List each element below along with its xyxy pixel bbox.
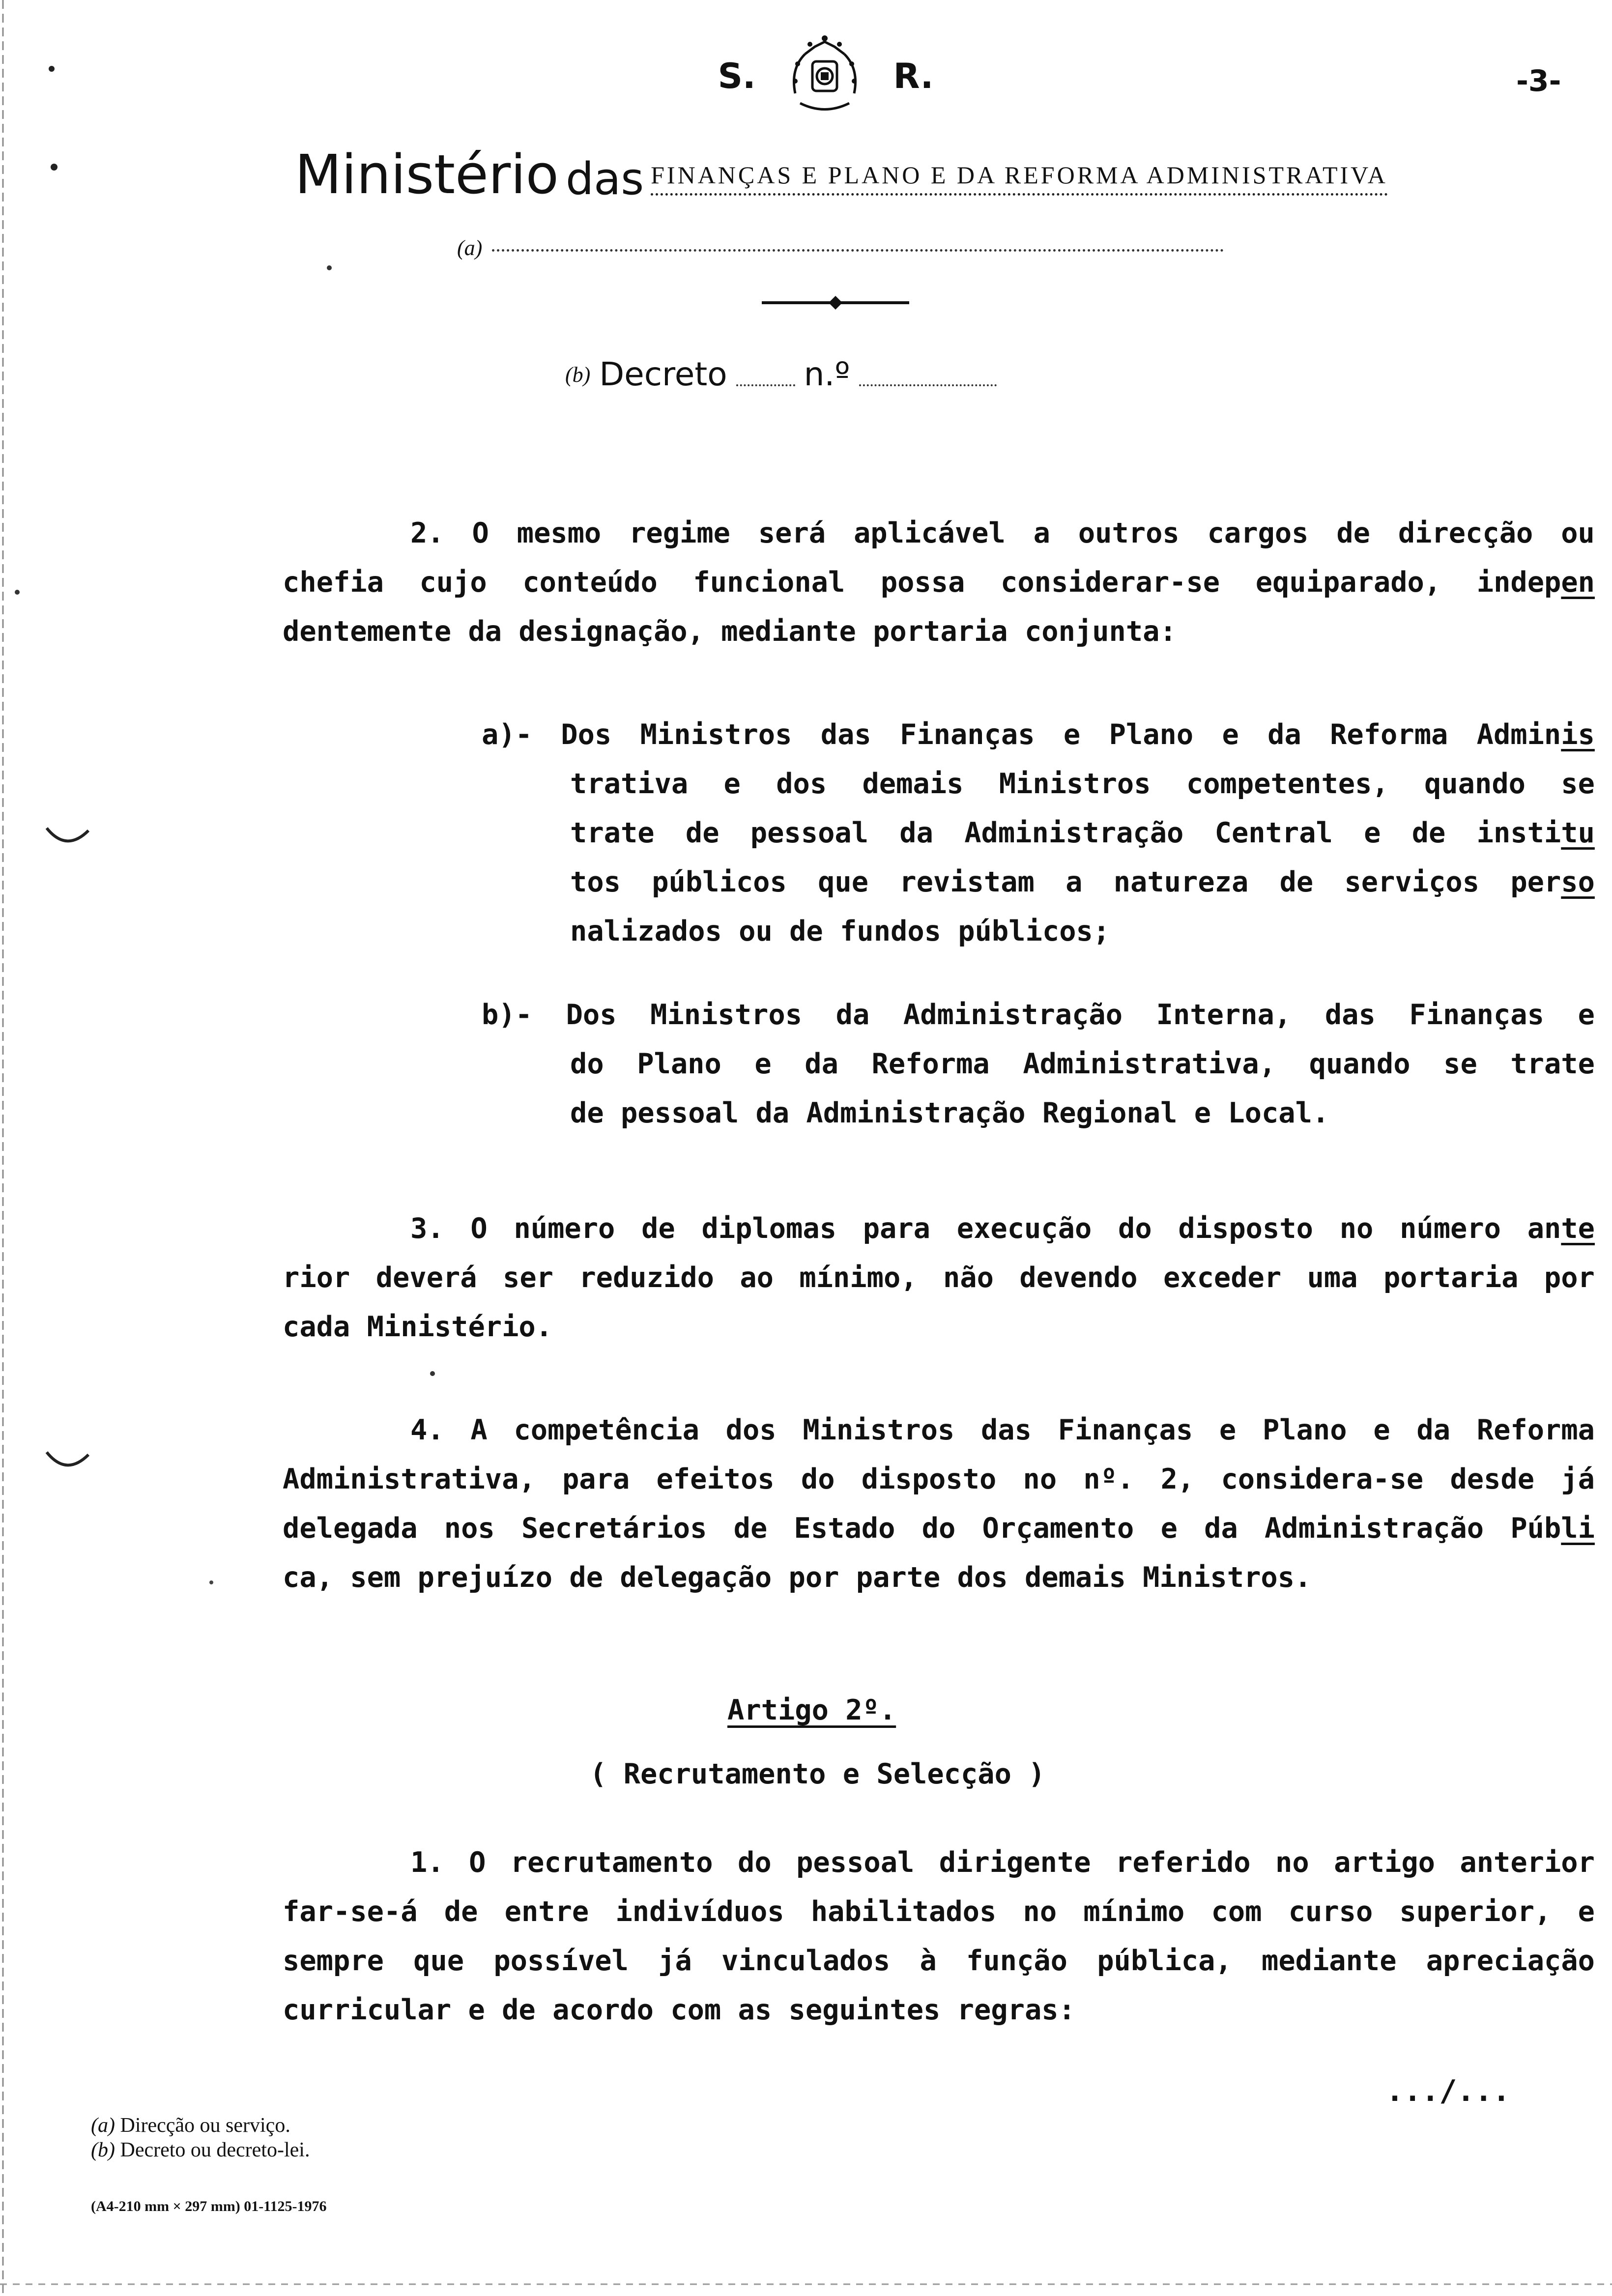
word: função bbox=[966, 1945, 1067, 1977]
coat-of-arms-icon bbox=[776, 34, 874, 118]
ministry-title bbox=[295, 133, 1499, 206]
word: diplomas bbox=[701, 1212, 836, 1245]
word: Plano bbox=[1262, 1414, 1347, 1446]
word: dos bbox=[776, 768, 827, 800]
word: 3. bbox=[410, 1212, 444, 1245]
word: pessoal bbox=[796, 1846, 915, 1879]
word: 4. bbox=[410, 1414, 444, 1446]
p2-line-2 bbox=[283, 563, 1595, 602]
word: trate bbox=[1510, 1048, 1595, 1080]
word: considerar-se bbox=[1001, 566, 1220, 599]
p4-line-3 bbox=[283, 1509, 1595, 1548]
word: e bbox=[754, 1048, 772, 1080]
item-b-line-3: de pessoal da Administração Regional e Local. bbox=[570, 1097, 1329, 1129]
word: que bbox=[818, 866, 869, 898]
p5-line-4: curricular e de acordo com as seguintes regras: bbox=[283, 1994, 1075, 2026]
footnote-a-marker: (a) bbox=[91, 2114, 115, 2137]
word: e bbox=[723, 768, 741, 800]
word: Reforma bbox=[1476, 1414, 1595, 1446]
p4-line-1 bbox=[410, 1410, 1595, 1450]
word: se bbox=[1443, 1048, 1477, 1080]
p5-line-2 bbox=[283, 1892, 1595, 1931]
word: da bbox=[1267, 718, 1301, 751]
p5-line-1 bbox=[410, 1843, 1595, 1882]
word: e bbox=[1578, 1895, 1595, 1928]
footnote-b-text: Decreto ou decreto-lei. bbox=[120, 2139, 310, 2161]
decree-type-blank bbox=[736, 384, 795, 386]
word: para bbox=[863, 1212, 931, 1245]
word: do bbox=[738, 1846, 772, 1879]
word: e bbox=[1219, 1414, 1237, 1446]
article-subheading: ( Recrutamento e Selecção ) bbox=[590, 1758, 1045, 1790]
word: Reforma bbox=[1330, 718, 1448, 751]
decree-line bbox=[565, 339, 1106, 393]
word: artigo bbox=[1334, 1846, 1435, 1879]
word: devendo bbox=[1019, 1262, 1138, 1294]
word: mediante bbox=[1262, 1945, 1397, 1977]
word: Reforma bbox=[871, 1048, 990, 1080]
word: com bbox=[1211, 1895, 1262, 1928]
word: de bbox=[1411, 817, 1446, 849]
word: no bbox=[1023, 1463, 1057, 1495]
word: da bbox=[805, 1048, 838, 1080]
word: equiparado, bbox=[1255, 566, 1441, 599]
word: e bbox=[1364, 817, 1381, 849]
word: funcional bbox=[693, 566, 845, 599]
word: 2. bbox=[410, 517, 444, 549]
word: cujo bbox=[419, 566, 487, 599]
p4-line-2 bbox=[283, 1460, 1595, 1499]
word: ou bbox=[1561, 517, 1595, 549]
word: de bbox=[733, 1512, 768, 1545]
word: natureza bbox=[1113, 866, 1249, 898]
word: dirigente bbox=[939, 1846, 1091, 1879]
word: e bbox=[1063, 718, 1081, 751]
word: Ministros bbox=[803, 1414, 955, 1446]
word: mínimo, bbox=[799, 1262, 918, 1294]
word: competência bbox=[514, 1414, 699, 1446]
word: Interna, bbox=[1156, 999, 1292, 1031]
word: revistam bbox=[899, 866, 1035, 898]
word: deverá bbox=[375, 1262, 477, 1294]
word: Administração bbox=[964, 817, 1184, 849]
underlined-fragment: te bbox=[1561, 1212, 1595, 1245]
word: reduzido bbox=[579, 1262, 714, 1294]
word: competentes, bbox=[1186, 768, 1389, 800]
word: por bbox=[1544, 1262, 1595, 1294]
footnote-a bbox=[91, 2113, 533, 2138]
item-a-line-2 bbox=[570, 764, 1595, 804]
word: a bbox=[1033, 517, 1050, 549]
word: à bbox=[920, 1945, 937, 1977]
word: de bbox=[1279, 866, 1314, 898]
word: uma bbox=[1307, 1262, 1358, 1294]
word: do bbox=[1118, 1212, 1152, 1245]
word: direcção bbox=[1398, 517, 1533, 549]
word: vinculados bbox=[721, 1945, 891, 1977]
word: dos bbox=[725, 1414, 777, 1446]
item-a-line-4 bbox=[570, 862, 1595, 902]
form-reference: (A4-210 mm × 297 mm) 01-1125-1976 bbox=[91, 2198, 327, 2214]
item-a-line-3 bbox=[570, 813, 1595, 853]
word: ante bbox=[1527, 1212, 1595, 1245]
word: Públi bbox=[1510, 1512, 1595, 1545]
word: a bbox=[1065, 866, 1083, 898]
word: Secretários bbox=[521, 1512, 707, 1545]
word: número bbox=[514, 1212, 615, 1245]
word: do bbox=[570, 1048, 604, 1080]
word: não bbox=[943, 1262, 994, 1294]
decree-label: Decreto bbox=[599, 355, 727, 393]
word: perso bbox=[1510, 866, 1595, 898]
field-a-dotted-line bbox=[492, 249, 1224, 252]
word: no bbox=[1275, 1846, 1309, 1879]
word: Finanças bbox=[1058, 1414, 1193, 1446]
word: recrutamento bbox=[510, 1846, 713, 1879]
word: e bbox=[1578, 999, 1595, 1031]
word: aplicável bbox=[853, 517, 1006, 549]
word: pessoal bbox=[750, 817, 869, 849]
word: O bbox=[469, 1846, 486, 1879]
p5-line-3 bbox=[283, 1941, 1595, 1980]
word: exceder bbox=[1163, 1262, 1282, 1294]
word: possa bbox=[880, 566, 965, 599]
word: a)- bbox=[482, 718, 532, 751]
emblem-header bbox=[678, 34, 973, 118]
word: outros bbox=[1078, 517, 1180, 549]
word: quando bbox=[1424, 768, 1526, 800]
word: públicos bbox=[652, 866, 787, 898]
word: Administração bbox=[1264, 1512, 1484, 1545]
word: entre bbox=[504, 1895, 589, 1928]
word: O bbox=[472, 517, 489, 549]
word: Dos bbox=[566, 999, 617, 1031]
footnote-a-text: Direcção ou serviço. bbox=[120, 2114, 290, 2137]
word: Adminis bbox=[1476, 718, 1595, 751]
service-field bbox=[457, 221, 1224, 260]
word: da bbox=[835, 999, 870, 1031]
word: indivíduos bbox=[615, 1895, 784, 1928]
p4-line-4: ca, sem prejuízo de delegação por parte dos demais Ministros. bbox=[283, 1561, 1312, 1594]
word: da bbox=[899, 817, 933, 849]
word: pública, bbox=[1097, 1945, 1232, 1977]
word: de bbox=[444, 1895, 478, 1928]
word: cargos bbox=[1207, 517, 1309, 549]
field-b-label: (b) bbox=[565, 363, 591, 387]
ministry-particle: das bbox=[565, 153, 644, 205]
item-a-line-1 bbox=[482, 715, 1595, 754]
word: quando bbox=[1309, 1048, 1410, 1080]
word: sempre bbox=[283, 1945, 384, 1977]
word: A bbox=[470, 1414, 488, 1446]
word: portaria bbox=[1383, 1262, 1519, 1294]
word: apreciação bbox=[1426, 1945, 1595, 1977]
p3-line-3: cada Ministério. bbox=[283, 1311, 553, 1343]
word: das bbox=[1324, 999, 1376, 1031]
word: Estado bbox=[794, 1512, 895, 1545]
word: das bbox=[820, 718, 871, 751]
word: de bbox=[1336, 517, 1370, 549]
word: Administrativa, bbox=[1023, 1048, 1276, 1080]
footnote-b bbox=[91, 2138, 533, 2162]
word: número bbox=[1400, 1212, 1501, 1245]
underlined-fragment: so bbox=[1561, 866, 1595, 898]
decree-number-label: n.º bbox=[804, 355, 850, 393]
word: serviços bbox=[1344, 866, 1480, 898]
word: desde bbox=[1450, 1463, 1535, 1495]
word: conteúdo bbox=[522, 566, 658, 599]
word: tos bbox=[570, 866, 621, 898]
p2-line-3: dentemente da designação, mediante portaria conjunta: bbox=[283, 615, 1177, 648]
word: mesmo bbox=[517, 517, 602, 549]
word: já bbox=[658, 1945, 692, 1977]
item-b-line-2 bbox=[570, 1044, 1595, 1084]
word: Ministros bbox=[650, 999, 803, 1031]
word: e bbox=[1222, 718, 1239, 751]
word: ao bbox=[740, 1262, 774, 1294]
word: da bbox=[1416, 1414, 1451, 1446]
word: Plano bbox=[1109, 718, 1194, 751]
word: trate bbox=[570, 817, 655, 849]
word: das bbox=[980, 1414, 1032, 1446]
word: mínimo bbox=[1083, 1895, 1185, 1928]
underlined-fragment: is bbox=[1561, 718, 1595, 751]
emblem-letter-right: R. bbox=[893, 56, 934, 96]
divider-ornament bbox=[762, 293, 909, 313]
word: trativa bbox=[570, 768, 689, 800]
word: considera-se bbox=[1221, 1463, 1424, 1495]
word: Finanças bbox=[1409, 999, 1544, 1031]
word: Orçamento bbox=[982, 1512, 1134, 1545]
word: disposto bbox=[861, 1463, 997, 1495]
ministry-name: FINANÇAS E PLANO E DA REFORMA ADMINISTRATIVA bbox=[651, 161, 1388, 196]
p3-line-2 bbox=[283, 1258, 1595, 1297]
word: do bbox=[801, 1463, 835, 1495]
word: 2, bbox=[1160, 1463, 1195, 1495]
p2-line-1 bbox=[410, 514, 1595, 553]
word: disposto bbox=[1178, 1212, 1313, 1245]
word: Administrativa, bbox=[283, 1463, 536, 1495]
word: regime bbox=[629, 517, 730, 549]
word: rior bbox=[283, 1262, 350, 1294]
item-b-line-1 bbox=[482, 995, 1595, 1034]
word: Plano bbox=[637, 1048, 721, 1080]
emblem-letter-left: S. bbox=[718, 56, 756, 96]
page-number: -3- bbox=[1516, 64, 1561, 98]
word: da bbox=[1204, 1512, 1238, 1545]
ministry-word: Ministério bbox=[295, 143, 559, 206]
word: do bbox=[921, 1512, 956, 1545]
word: e bbox=[1373, 1414, 1390, 1446]
decree-number-blank bbox=[859, 384, 997, 386]
word: superior, bbox=[1399, 1895, 1552, 1928]
word: efeitos bbox=[656, 1463, 775, 1495]
field-a-label: (a) bbox=[457, 236, 483, 260]
word: O bbox=[470, 1212, 488, 1245]
word: curso bbox=[1288, 1895, 1373, 1928]
word: já bbox=[1561, 1463, 1595, 1495]
word: anterior bbox=[1460, 1846, 1595, 1879]
word: habilitados bbox=[810, 1895, 997, 1928]
word: chefia bbox=[283, 566, 384, 599]
underlined-fragment: en bbox=[1561, 566, 1595, 599]
word: de bbox=[641, 1212, 675, 1245]
word: Finanças bbox=[900, 718, 1035, 751]
underlined-fragment: li bbox=[1561, 1512, 1595, 1545]
word: institu bbox=[1476, 817, 1595, 849]
word: possível bbox=[493, 1945, 629, 1977]
underlined-fragment: tu bbox=[1561, 817, 1595, 849]
word: Ministros bbox=[640, 718, 792, 751]
footnote-b-marker: (b) bbox=[91, 2139, 115, 2161]
word: que bbox=[413, 1945, 464, 1977]
word: no bbox=[1339, 1212, 1374, 1245]
word: far-se-á bbox=[283, 1895, 418, 1928]
word: Ministros bbox=[999, 768, 1151, 800]
word: de bbox=[685, 817, 720, 849]
article-heading: Artigo 2º. bbox=[727, 1694, 896, 1726]
word: Dos bbox=[561, 718, 612, 751]
p3-line-1 bbox=[410, 1209, 1595, 1248]
word: se bbox=[1561, 768, 1595, 800]
word: demais bbox=[862, 768, 964, 800]
word: no bbox=[1023, 1895, 1057, 1928]
item-a-line-5: nalizados ou de fundos públicos; bbox=[570, 915, 1110, 947]
word: nº. bbox=[1083, 1463, 1134, 1495]
word: delegada bbox=[283, 1512, 418, 1545]
continuation-mark: .../... bbox=[1386, 2074, 1510, 2108]
word: ser bbox=[503, 1262, 553, 1294]
word: será bbox=[758, 517, 826, 549]
word: e bbox=[1160, 1512, 1178, 1545]
word: nos bbox=[444, 1512, 495, 1545]
word: indepen bbox=[1476, 566, 1595, 599]
word: 1. bbox=[410, 1846, 444, 1879]
word: para bbox=[562, 1463, 630, 1495]
word: b)- bbox=[482, 999, 532, 1031]
word: Administração bbox=[903, 999, 1123, 1031]
word: execução bbox=[956, 1212, 1092, 1245]
word: Central bbox=[1214, 817, 1333, 849]
word: referido bbox=[1116, 1846, 1251, 1879]
